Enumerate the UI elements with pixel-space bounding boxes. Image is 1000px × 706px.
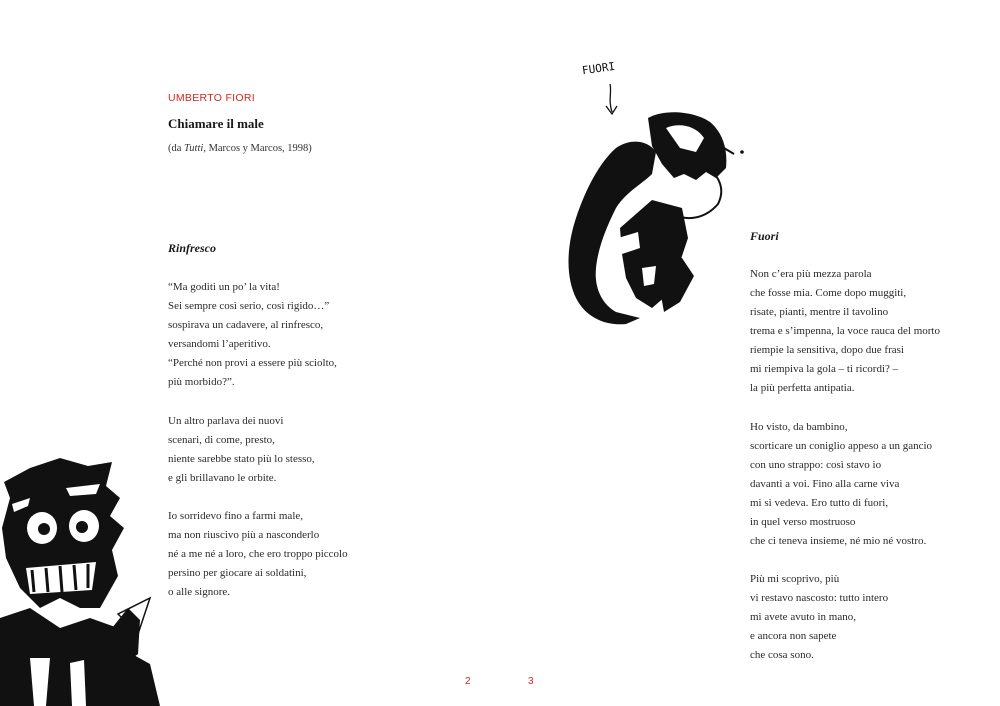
source-citation — [168, 143, 312, 154]
stanza-3 — [168, 507, 348, 602]
verse-line: e gli brillavano le orbite. — [168, 472, 277, 484]
verse-line: che ci teneva insieme, né mio né vostro. — [750, 535, 927, 547]
verse-line: Non c’era più mezza parola — [750, 268, 872, 280]
verse-line: la più perfetta antipatia. — [750, 382, 855, 394]
verse-line: davanti a voi. Fino alla carne viva — [750, 478, 900, 490]
source-post: , Marcos y Marcos, 1998) — [203, 143, 312, 154]
verse-line: persino per giocare ai soldatini, — [168, 567, 307, 579]
verse-line: riempie la sensitiva, dopo due frasi — [750, 344, 904, 356]
verse-line: né a me né a loro, che ero troppo piccolo — [168, 548, 348, 560]
source-pre: (da — [168, 143, 185, 154]
stanza-2 — [750, 418, 932, 551]
poem-title-fuori: Fuori — [750, 229, 779, 243]
source-book: Tutti — [184, 143, 204, 154]
verse-line: ma non riuscivo più a nasconderlo — [168, 529, 320, 541]
verse-line: vi restavo nascosto: tutto intero — [750, 592, 889, 604]
author-name: UMBERTO FIORI — [168, 92, 255, 104]
crouching-figure-illustration — [556, 108, 746, 330]
section-title: Chiamare il male — [168, 116, 264, 131]
verse-line: mi riempiva la gola – ti ricordi? – — [750, 363, 899, 375]
verse-line: Sei sempre così serio, così rigido…” — [168, 300, 330, 312]
verse-line: mi avete avuto in mano, — [750, 611, 856, 623]
verse-line: o alle signore. — [168, 586, 231, 598]
verse-line: che cosa sono. — [750, 649, 814, 661]
verse-line: risate, pianti, mentre il tavolino — [750, 306, 889, 318]
verse-line: niente sarebbe stato più lo stesso, — [168, 453, 315, 465]
verse-line: scorticare un coniglio appeso a un gancio — [750, 440, 933, 452]
verse-line: versandomi l’aperitivo. — [168, 338, 271, 350]
verse-line: “Perché non provi a essere più sciolto, — [168, 357, 337, 369]
verse-line: Ho visto, da bambino, — [750, 421, 848, 433]
verse-line: più morbido?”. — [168, 376, 235, 388]
verse-line: Più mi scoprivo, più — [750, 573, 840, 585]
skull-figure-illustration — [0, 458, 165, 706]
verse-line: trema e s’impenna, la voce rauca del morto — [750, 325, 940, 337]
verse-line: Io sorridevo fino a farmi male, — [168, 510, 304, 522]
verse-line: sospirava un cadavere, al rinfresco, — [168, 319, 324, 331]
verse-line: “Ma goditi un po’ la vita! — [168, 281, 280, 293]
verse-line: con uno strappo: così stavo io — [750, 459, 882, 471]
stanza-2 — [168, 412, 315, 488]
verse-line: che fosse mia. Come dopo muggiti, — [750, 287, 907, 299]
stanza-1 — [168, 278, 337, 392]
poem-title-rinfresco: Rinfresco — [168, 241, 216, 255]
right-page — [500, 0, 1000, 706]
drawing-caption: FUORI — [581, 59, 616, 78]
verse-line: mi si vedeva. Ero tutto di fuori, — [750, 497, 889, 509]
stanza-1 — [750, 265, 940, 398]
verse-line: e ancora non sapete — [750, 630, 837, 642]
page-number-right: 3 — [528, 676, 534, 687]
verse-line: Un altro parlava dei nuovi — [168, 415, 284, 427]
verse-line: scenari, di come, presto, — [168, 434, 275, 446]
stanza-3 — [750, 570, 888, 665]
page-number-left: 2 — [465, 676, 471, 687]
verse-line: in quel verso mostruoso — [750, 516, 856, 528]
